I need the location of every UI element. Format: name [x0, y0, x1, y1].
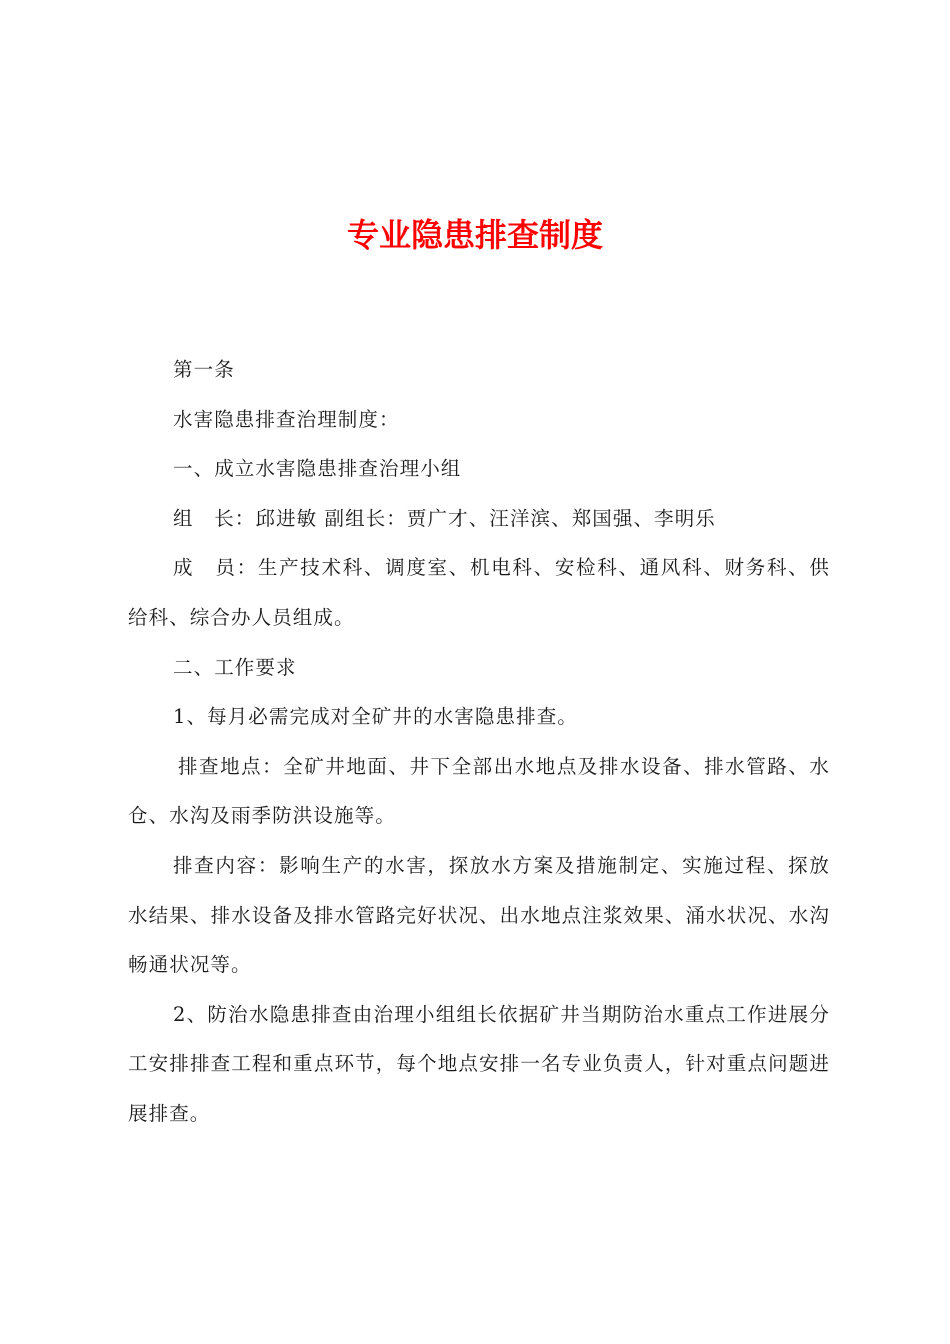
item-two-heading: 二、工作要求 [173, 655, 297, 679]
item-one-heading: 一、成立水害隐患排查治理小组 [173, 457, 462, 481]
members-paragraph: 成 员：生产技术科、调度室、机电科、安检科、通风科、财务科、供给科、综合办人员组成。 [128, 556, 830, 629]
leader-line: 组 长：邱进敏 副组长：贾广才、汪洋滨、郑国强、李明乐 [173, 506, 716, 530]
article-heading: 第一条 [173, 358, 235, 381]
document-body [128, 345, 830, 1139]
requirement-two: 2、防治水隐患排查由治理小组组长依据矿井当期防治水重点工作进展分工安排排查工程和重点环节，每个地点安排一名专业负责人，针对重点问题进展排查。 [128, 1002, 830, 1125]
requirement-one: 1、每月必需完成对全矿井的水害隐患排查。 [173, 705, 578, 729]
section-heading: 水害隐患排查治理制度： [173, 407, 400, 431]
document-title: 专业隐患排查制度 [346, 216, 603, 254]
inspection-contents: 排查内容：影响生产的水害，探放水方案及措施制定、实施过程、探放水结果、排水设备及排水管路完好状况、出水地点注浆效果、涌水状况、水沟畅通状况等。 [128, 853, 830, 977]
inspection-locations: 排查地点：全矿井地面、井下全部出水地点及排水设备、排水管路、水仓、水沟及雨季防洪设施等。 [128, 754, 830, 828]
